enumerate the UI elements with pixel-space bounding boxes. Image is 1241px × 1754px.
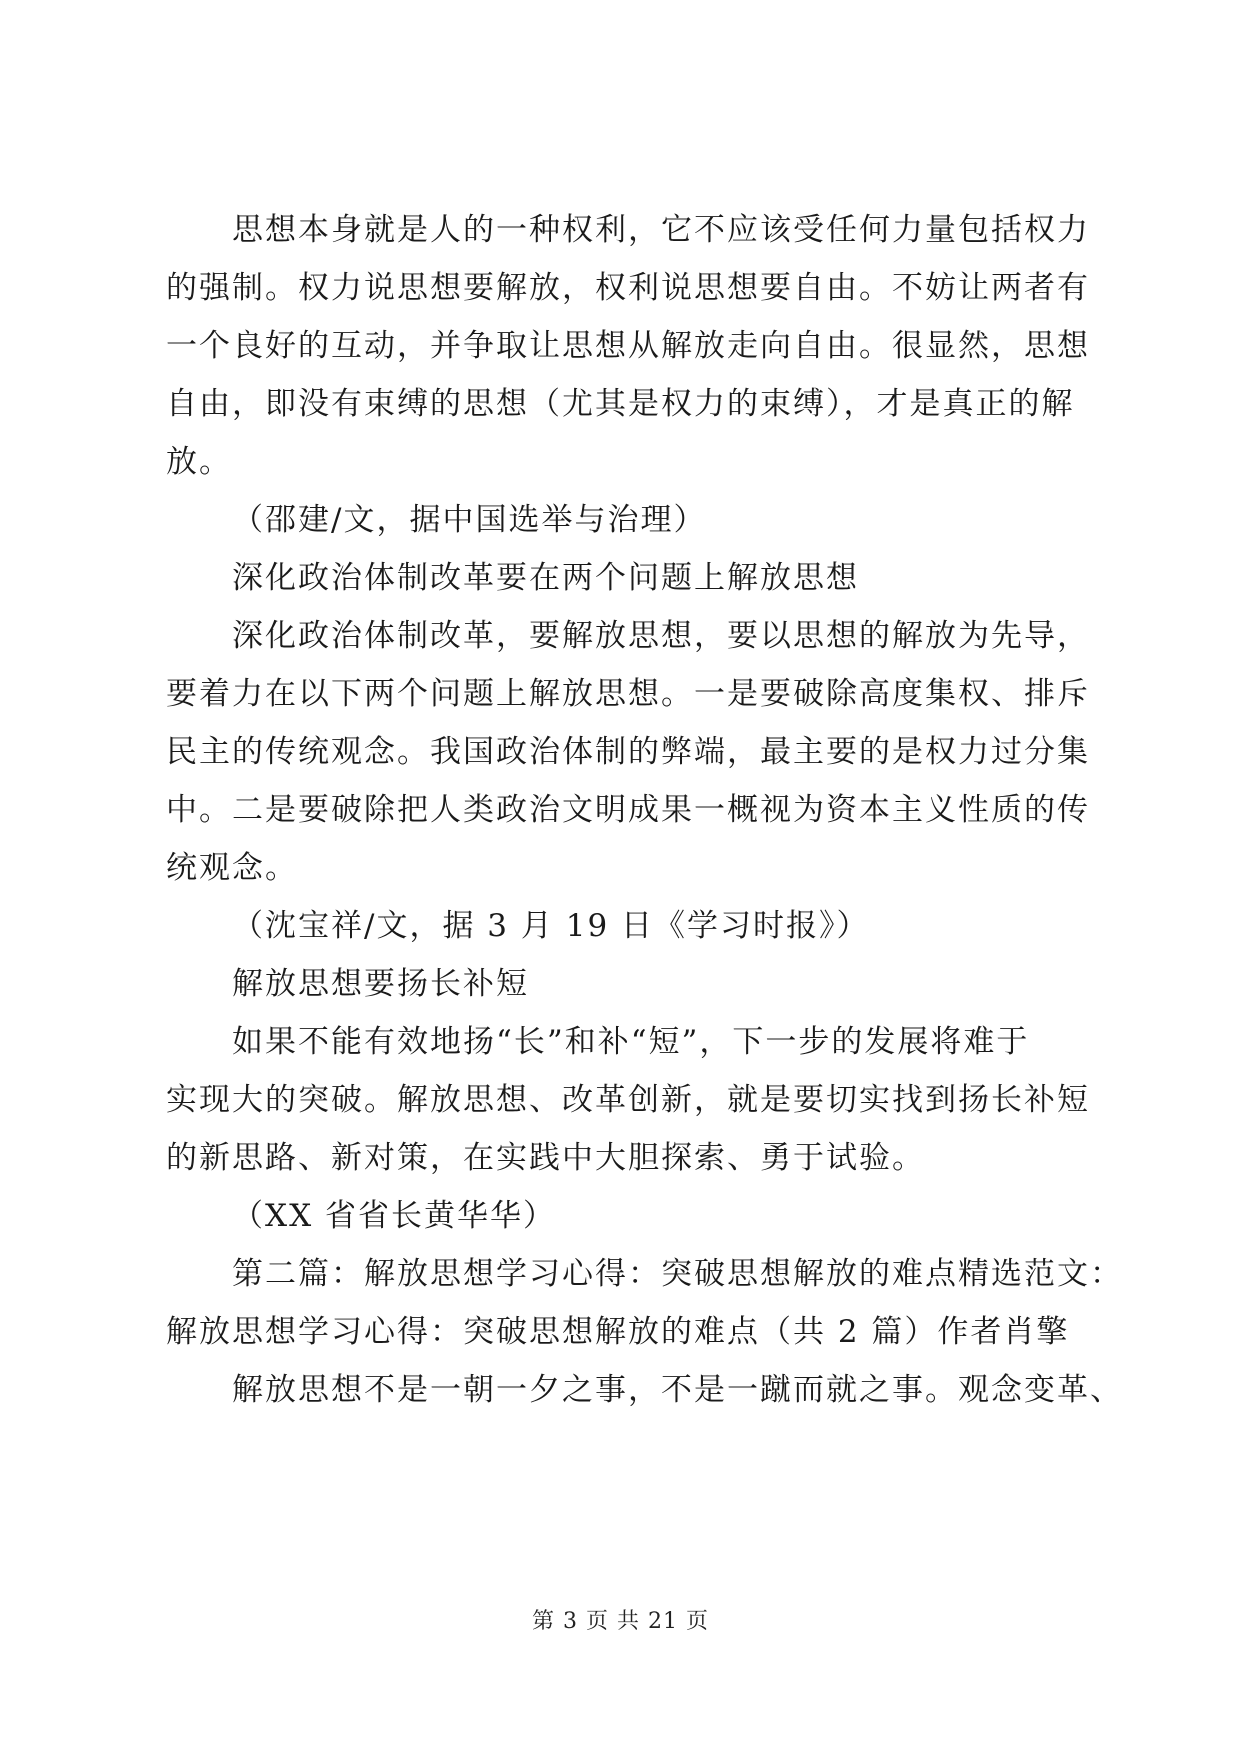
paragraph-line: 思想本身就是人的一种权利，它不应该受任何力量包括权力 — [232, 212, 1090, 248]
paragraph-line: 统观念。 — [166, 850, 298, 886]
chapter-heading: 解放思想学习心得：突破思想解放的难点（共 2 篇）作者肖擎 — [166, 1314, 1070, 1350]
paragraph-line: 的强制。权力说思想要解放，权利说思想要自由。不妨让两者有 — [166, 270, 1090, 306]
paragraph-line: 民主的传统观念。我国政治体制的弊端，最主要的是权力过分集 — [166, 734, 1090, 770]
paragraph-line: 一个良好的互动，并争取让思想从解放走向自由。很显然，思想 — [166, 328, 1090, 364]
source-citation: （沈宝祥/文，据 3 月 19 日《学习时报》） — [232, 908, 870, 944]
chapter-heading: 第二篇：解放思想学习心得：突破思想解放的难点精选范文： — [232, 1256, 1123, 1292]
paragraph-line: 中。二是要破除把人类政治文明成果一概视为资本主义性质的传 — [166, 792, 1090, 828]
paragraph-line: 解放思想不是一朝一夕之事，不是一蹴而就之事。观念变革、 — [232, 1372, 1123, 1408]
source-citation: （XX 省省长黄华华） — [232, 1198, 556, 1234]
paragraph-line: 要着力在以下两个问题上解放思想。一是要破除高度集权、排斥 — [166, 676, 1090, 712]
paragraph-line: 实现大的突破。解放思想、改革创新，就是要切实找到扬长补短 — [166, 1082, 1090, 1118]
paragraph-line: 自由，即没有束缚的思想（尤其是权力的束缚），才是真正的解 — [166, 386, 1075, 422]
section-heading: 解放思想要扬长补短 — [232, 966, 529, 1002]
paragraph-line: 放。 — [166, 444, 232, 480]
paragraph-line: 深化政治体制改革，要解放思想，要以思想的解放为先导， — [232, 618, 1090, 654]
page-number-footer: 第 3 页 共 21 页 — [532, 1609, 709, 1634]
paragraph-line: 如果不能有效地扬“长”和补“短”，下一步的发展将难于 — [232, 1024, 1030, 1060]
paragraph-line: 的新思路、新对策，在实践中大胆探索、勇于试验。 — [166, 1140, 925, 1176]
section-heading: 深化政治体制改革要在两个问题上解放思想 — [232, 560, 859, 596]
source-citation: （邵建/文，据中国选举与治理） — [232, 502, 707, 538]
